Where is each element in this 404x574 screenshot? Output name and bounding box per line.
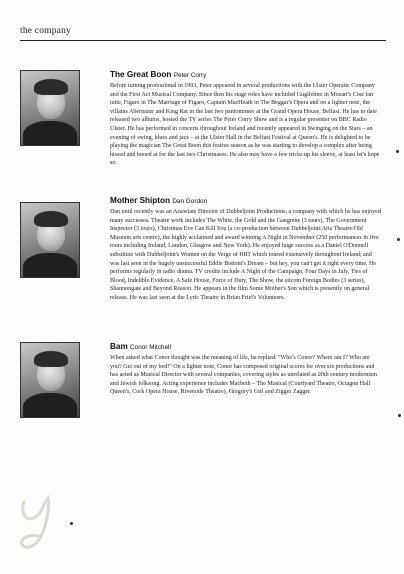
cast-name xyxy=(110,70,382,81)
actor-name: Conor Mitchell xyxy=(130,344,171,351)
cast-bio: When asked what Conor thought was the meaning of life, he replied: "Who's Conor? Where am I? Who are you? Get out of my bed!" On a lighter note, Conor has composed original scores for over six productions and has acted as Musical Director with several companies, covering styles as unrelated as 20th century modernism and Jewish folksong. Acting experience includes Macbeth – The Musical (Courtyard Theatre, Octagon Hall Queen's, Cork Opera House, Riverside Theatre), Gregory's Girl and Zigger Zagger. xyxy=(110,355,377,396)
cast-bio: Before turning professional in 1993, Peter appeared in several productions with the Ulster Operatic Company and the First Act Musical Company. Since then his stage roles have included Guglielmo in Mozart's Cosi fan tutte, Figaro in The Marriage of Figaro, Captain MacHeath in The Beggar's Opera and on a lighter note, the villains Abernazer and King Rat in the last two pantomimes at the Grand Opera House, Belfast. He has to date released two albums, hosted the TV series The Peter Corry Show and is a regular presenter on BBC Radio Ulster. He has performed in concerts throughout Ireland and recently appeared in Swinging on the Stars – an evening of swing, blues and jazz – at the Ulster Hall in the Belfast Festival at Queen's. He is delighted to be playing the magician The Great Boon this festive season as he was starting to develop a complex after being hissed and booed at for the last two Christmases. He also may have a few tricks up his sleeve, at least let's hope so. xyxy=(110,83,380,167)
headshot-photo xyxy=(20,202,80,278)
print-mark xyxy=(397,238,400,241)
role-name: Mother Shipton xyxy=(110,196,171,205)
actor-name: Dan Gordon xyxy=(172,198,208,205)
page-header xyxy=(20,22,386,41)
role-name: Bam xyxy=(110,342,128,351)
headshot-photo xyxy=(20,342,80,418)
role-name: The Great Boon xyxy=(110,70,172,79)
headshot-photo xyxy=(20,70,80,146)
cast-name xyxy=(110,196,382,207)
cast-bio: Dan until recently was an Associate Director of Dubbeljoint Productions, a company with which he has enjoyed many successes. Theatre work includes The White, the Gold and the Gangrene (3 tours), The Government Inspector (3 tours), Christmas Eve Can Kill You (a co-production between Dubbeljoint/Arts Theatre/Old Museum arts centre), the highly acclaimed and award winning A Night in November (250 performances in five tours including Ireland, London, Glasgow and New York). He enjoyed huge success as a Daniel O'Donnell substitute with Dubbeljoint's Women on the Verge of HRT which toured extensively throughout Ireland; and was last seen in the hugely unsuccessful Eddie Bottom's Dream – but hey, you can't get it right every time. He performs regularly in radio drama. TV credits include A Night of the Campaign, Four Days in July, Ties of Blood, Indelible Evidence, A Safe House, Force of Duty, The Show, the sitcom Foreign Bodies (3 series), Shannongate and Beyond Reason. He appears in the film Some Mother's Son which is presently on general release. He was last seen at the Lyric Theatre in Brian Friel's Volunteers. xyxy=(110,209,381,301)
print-mark xyxy=(396,150,399,153)
section-title: the company xyxy=(20,26,72,36)
actor-name: Peter Corry xyxy=(173,72,207,79)
print-mark xyxy=(70,522,73,525)
print-mark xyxy=(398,414,401,417)
watermark-logo-y-icon xyxy=(14,488,62,558)
cast-name xyxy=(110,342,382,353)
